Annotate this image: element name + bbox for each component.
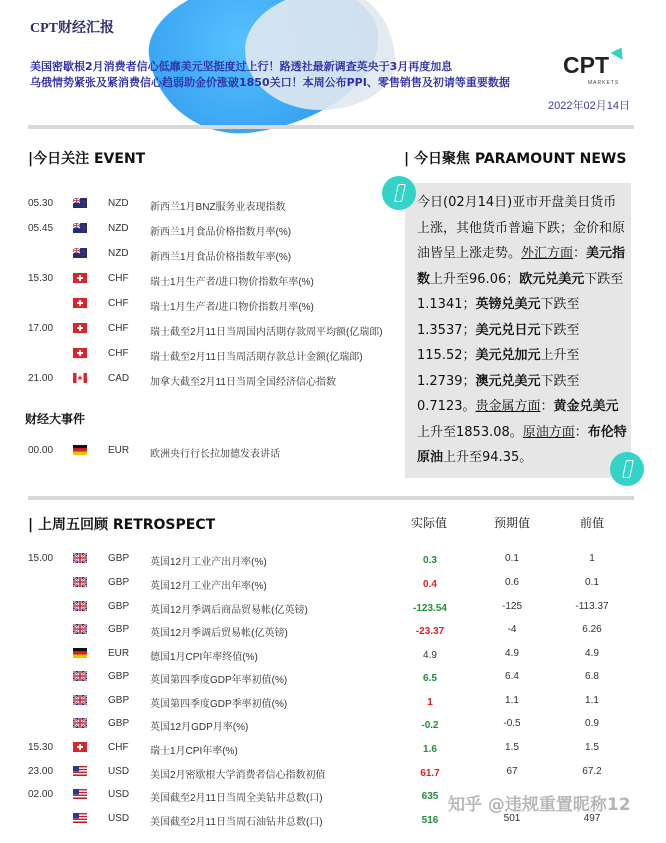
previous-value: -113.37 <box>575 601 609 612</box>
major-events-title: 财经大事件 <box>25 412 86 426</box>
watermark: 知乎 @违规重置昵称12 <box>448 795 631 815</box>
event-currency: EUR <box>108 445 130 456</box>
divider <box>28 496 634 500</box>
table-row <box>0 574 666 594</box>
oil-link: 原油方面 <box>522 424 575 440</box>
logo-subtitle: MARKETS <box>588 80 620 86</box>
fx-link: 外汇方面 <box>521 246 574 261</box>
flag-nz-icon <box>73 198 87 208</box>
previous-value: 497 <box>583 813 601 824</box>
col-actual: 实际值 <box>411 516 448 530</box>
retro-event: 英国第四季度GDP年率初值(%) <box>150 675 288 686</box>
retro-event: 英国12月GDP月率(%) <box>150 722 249 733</box>
retro-currency: USD <box>108 766 130 777</box>
brand-title: CPT财经汇报 <box>30 21 114 36</box>
col-forecast: 预期值 <box>494 516 531 530</box>
quote-open-icon <box>382 176 416 210</box>
flag-ca-icon <box>73 373 87 383</box>
actual-value: 516 <box>421 815 439 826</box>
forecast-value: -4 <box>507 624 517 635</box>
event-time: 17.00 <box>28 323 54 334</box>
event-currency: CHF <box>108 273 129 284</box>
flag-nz-icon <box>73 248 87 258</box>
flag-gb-icon <box>73 601 87 611</box>
retro-currency: GBP <box>108 577 130 588</box>
list-item <box>0 196 400 214</box>
list-item <box>0 371 400 389</box>
previous-value: 4.9 <box>585 648 599 659</box>
retro-time: 02.00 <box>28 789 54 800</box>
actual-value: 6.5 <box>423 673 437 684</box>
col-previous: 前值 <box>580 516 605 530</box>
table-row <box>0 668 666 688</box>
flag-de-icon <box>73 445 87 455</box>
table-row <box>0 715 666 735</box>
event-name: 瑞士1月生产者/进口物价指数月率(%) <box>150 302 314 313</box>
event-time: 21.00 <box>28 373 54 384</box>
retro-time: 23.00 <box>28 766 54 777</box>
forecast-value: 0.6 <box>505 577 519 588</box>
retro-time: 15.30 <box>28 742 54 753</box>
event-time: 05.30 <box>28 198 54 209</box>
previous-value: 6.8 <box>585 671 599 682</box>
retro-time: 15.00 <box>28 553 54 564</box>
retro-currency: GBP <box>108 624 130 635</box>
forecast-value: 501 <box>503 813 521 824</box>
event-time: 05.45 <box>28 223 54 234</box>
previous-value: 1 <box>589 553 595 564</box>
forecast-value: 4.9 <box>505 648 519 659</box>
actual-value: 635 <box>421 791 439 802</box>
retro-currency: GBP <box>108 695 130 706</box>
retro-event: 美国截至2月11日当周全美钻井总数(口) <box>150 793 323 804</box>
headline-2: 乌俄情势紧张及紧消费信心趋弱助金价涨破1850关口！本周公布PPI、零售销售及初请等重要数据 <box>30 76 510 89</box>
list-item <box>0 296 400 314</box>
previous-value: 0.9 <box>585 718 599 729</box>
retro-currency: GBP <box>108 601 130 612</box>
retro-event: 美国截至2月11日当周石油钻井总数(口) <box>150 817 323 828</box>
retro-event: 英国12月工业产出月率(%) <box>150 557 267 568</box>
event-name: 欧洲央行行长拉加德发表讲话 <box>150 449 280 460</box>
retro-event: 英国第四季度GDP季率初值(%) <box>150 699 288 710</box>
actual-value: -23.37 <box>415 626 445 637</box>
flag-nz-icon <box>73 223 87 233</box>
retro-event: 英国12月季调后商品贸易帐(亿英镑) <box>150 605 308 616</box>
flag-de-icon <box>73 648 87 658</box>
retro-event: 瑞士1月CPI年率(%) <box>150 746 238 757</box>
actual-value: -123.54 <box>413 603 447 614</box>
event-name: 瑞士1月生产者/进口物价指数年率(%) <box>150 277 314 288</box>
forecast-value: 67 <box>506 766 518 777</box>
forecast-value: 1.1 <box>505 695 519 706</box>
forecast-value: -125 <box>501 601 522 612</box>
flag-ch-icon <box>73 742 87 752</box>
table-row <box>0 621 666 641</box>
flag-gb-icon <box>73 553 87 563</box>
event-currency: CHF <box>108 348 129 359</box>
event-currency: CHF <box>108 323 129 334</box>
event-time: 00.00 <box>28 445 54 456</box>
report-date: 2022年02月14日 <box>548 100 630 112</box>
table-row <box>0 550 666 570</box>
retro-event: 美国2月密歇根大学消费者信心指数初值 <box>150 770 326 781</box>
event-currency: NZD <box>108 198 129 209</box>
event-name: 瑞士截至2月11日当周国内活期存款周平均额(亿瑞郎) <box>150 327 383 338</box>
previous-value: 67.2 <box>582 766 602 777</box>
logo-triangle-icon <box>610 44 627 60</box>
flag-gb-icon <box>73 671 87 681</box>
table-row <box>0 739 666 759</box>
flag-ch-icon <box>73 348 87 358</box>
previous-value: 6.26 <box>582 624 602 635</box>
flag-us-icon <box>73 766 87 776</box>
event-currency: CAD <box>108 373 130 384</box>
retro-currency: GBP <box>108 718 130 729</box>
event-currency: NZD <box>108 223 129 234</box>
flag-us-icon <box>73 813 87 823</box>
event-time: 15.30 <box>28 273 54 284</box>
table-row <box>0 645 666 665</box>
previous-value: 1.1 <box>585 695 599 706</box>
event-section-title: |今日关注 EVENT <box>28 151 146 167</box>
event-name: 新西兰1月食品价格指数年率(%) <box>150 252 292 263</box>
retro-currency: EUR <box>108 648 130 659</box>
event-currency: NZD <box>108 248 129 259</box>
actual-value: 1 <box>427 697 433 708</box>
flag-gb-icon <box>73 695 87 705</box>
decorative-blob-light <box>245 0 395 110</box>
list-item <box>0 271 400 289</box>
table-row <box>0 763 666 783</box>
event-name: 新西兰1月食品价格指数月率(%) <box>150 227 292 238</box>
list-item <box>0 246 400 264</box>
table-row <box>0 692 666 712</box>
news-body: 今日(02月14日)亚市开盘美日货币上涨，其他货币普遍下跌；金价和原油皆呈上涨走势。外汇方面：美元指数上升至96.06；欧元兑美元下跌至1.1341；英镑兑美元下跌至1.3537；美元兑日元下跌至115.52；美元兑加元上升至1.2739；澳元兑美元下跌至0.7123。贵金属方面：黄金兑美元上升至1853.08。原油方面：布伦特原油上升至94.35。 <box>417 195 627 465</box>
retro-currency: GBP <box>108 553 130 564</box>
retro-section-title: | 上周五回顾 RETROSPECT <box>28 517 216 533</box>
event-name: 瑞士截至2月11日当周活期存款总计金额(亿瑞郎) <box>150 352 363 363</box>
list-item <box>0 346 400 364</box>
list-item <box>0 321 400 339</box>
event-name: 加拿大截至2月11日当周全国经济信心指数 <box>150 377 336 388</box>
headline-1: 美国密歇根2月消费者信心低靡美元坚挺度过上行！路透社最新调查英央于3月再度加息 <box>30 60 453 73</box>
actual-value: 1.6 <box>423 744 437 755</box>
actual-value: 4.9 <box>423 650 437 661</box>
news-section-title: | 今日聚焦 PARAMOUNT NEWS <box>404 151 627 167</box>
actual-value: 0.4 <box>423 579 437 590</box>
flag-gb-icon <box>73 624 87 634</box>
flag-us-icon <box>73 789 87 799</box>
metal-link: 贵金属方面 <box>475 399 541 414</box>
event-currency: CHF <box>108 298 129 309</box>
forecast-value: 0.1 <box>505 553 519 564</box>
list-item <box>0 443 400 461</box>
forecast-value: -0.5 <box>503 718 521 729</box>
list-item <box>0 221 400 239</box>
retro-event: 英国12月工业产出年率(%) <box>150 581 267 592</box>
actual-value: -0.2 <box>421 720 439 731</box>
retro-currency: USD <box>108 813 130 824</box>
retro-currency: USD <box>108 789 130 800</box>
cpt-logo: CPT <box>563 52 609 78</box>
table-row <box>0 598 666 618</box>
forecast-value: 6.4 <box>505 671 519 682</box>
flag-ch-icon <box>73 323 87 333</box>
retro-event: 英国12月季调后贸易帐(亿英镑) <box>150 628 288 639</box>
flag-ch-icon <box>73 298 87 308</box>
previous-value: 1.5 <box>585 742 599 753</box>
flag-ch-icon <box>73 273 87 283</box>
actual-value: 0.3 <box>423 555 437 566</box>
retro-currency: GBP <box>108 671 130 682</box>
divider <box>28 125 634 129</box>
actual-value: 61.7 <box>420 768 440 779</box>
flag-gb-icon <box>73 718 87 728</box>
previous-value: 0.1 <box>585 577 599 588</box>
event-name: 新西兰1月BNZ服务业表现指数 <box>150 202 286 213</box>
forecast-value: 1.5 <box>505 742 519 753</box>
retro-event: 德国1月CPI年率终值(%) <box>150 652 258 663</box>
flag-gb-icon <box>73 577 87 587</box>
retro-currency: CHF <box>108 742 129 753</box>
